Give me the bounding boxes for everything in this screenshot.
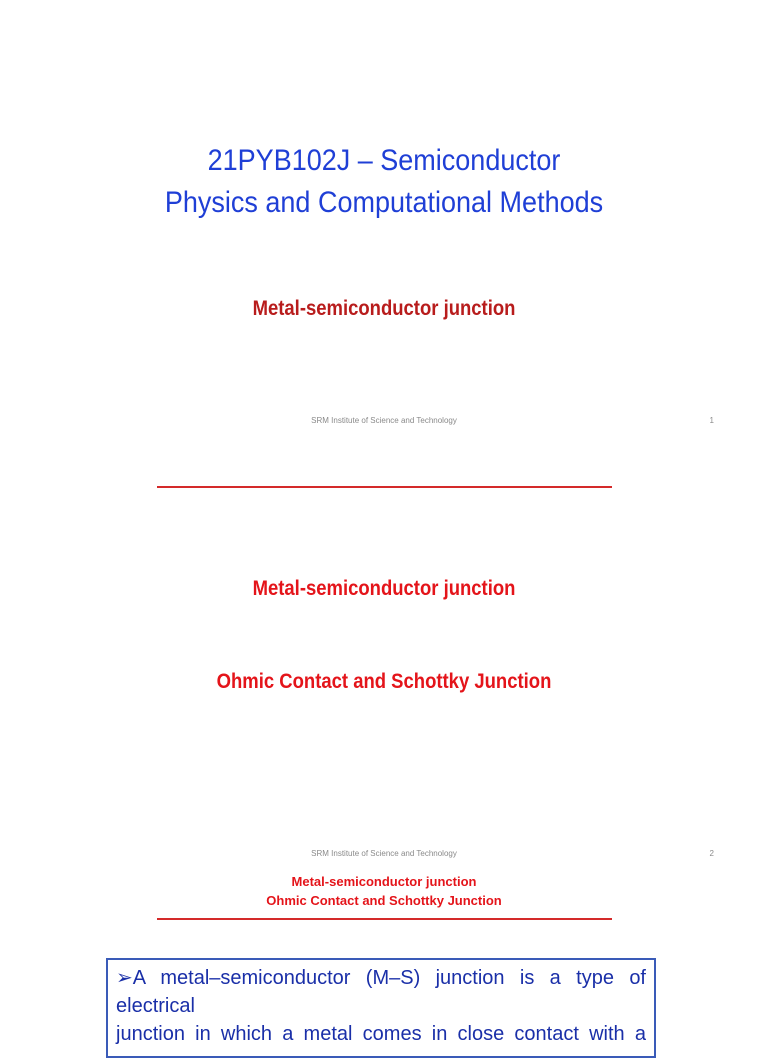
- slide-1-page-number: 1: [709, 416, 714, 425]
- definition-text-1: A metal–semiconductor (M–S) junction is a type of electrical: [116, 967, 646, 1017]
- slide-3-header-line-2: Ohmic Contact and Schottky Junction: [266, 893, 502, 908]
- slide-2-footer: SRM Institute of Science and Technology: [311, 849, 457, 858]
- slide-1-footer: SRM Institute of Science and Technology: [311, 416, 457, 425]
- slide-2-title: Metal-semiconductor junction: [252, 577, 516, 600]
- definition-text-box: [106, 958, 656, 1058]
- slide-divider-1: [157, 486, 612, 488]
- slide-2-subtitle: Ohmic Contact and Schottky Junction: [216, 670, 552, 693]
- definition-line-2: junction in which a metal comes in close contact with a: [116, 1023, 646, 1045]
- slide-3-header-line-1: Metal-semiconductor junction: [291, 874, 477, 889]
- definition-line-1: [116, 964, 646, 1020]
- course-title-line-2: Physics and Computational Methods: [164, 186, 604, 219]
- arrow-bullet-icon: ➢: [116, 967, 133, 989]
- course-title: [38, 140, 729, 224]
- course-title-line-1: 21PYB102J – Semiconductor: [207, 144, 561, 177]
- slide-2-page-number: 2: [709, 849, 714, 858]
- slide-divider-2: [157, 918, 612, 920]
- slide-1-subtitle: Metal-semiconductor junction: [252, 297, 516, 320]
